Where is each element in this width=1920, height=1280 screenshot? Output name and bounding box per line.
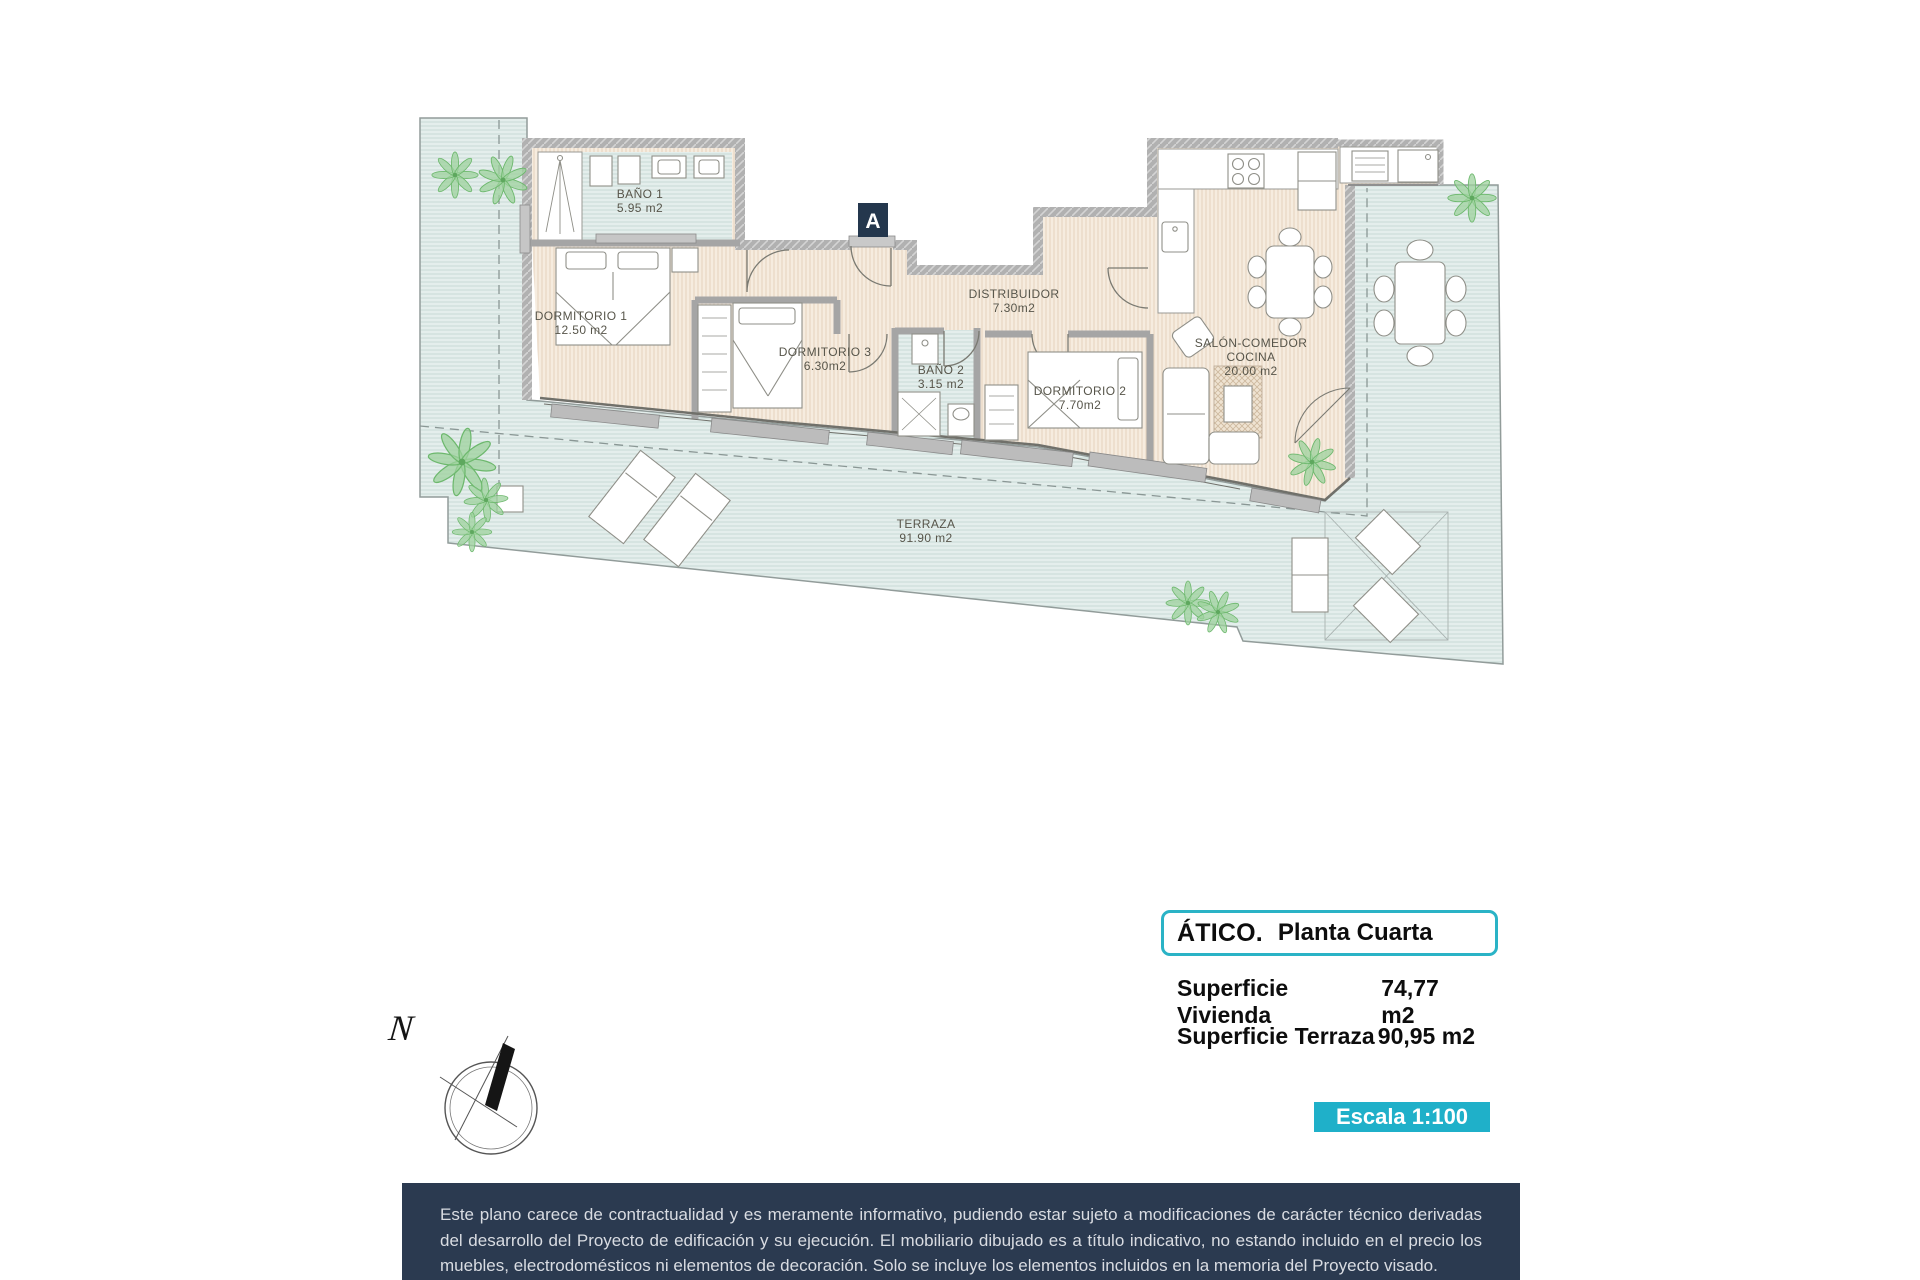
room-label-dormitorio-2: DORMITORIO 2 7.70m2 bbox=[1033, 384, 1127, 412]
room-label-terraza: TERRAZA 91.90 m2 bbox=[896, 517, 956, 545]
block-marker-label: A bbox=[865, 210, 881, 233]
surface-vivienda-label: Superficie Vivienda bbox=[1177, 975, 1289, 1028]
disclaimer-text: Este plano carece de contractualidad y es meramente informativo, pudiendo estar sujeto a modificaciones de carácter técnico derivadas del desarrollo del Proyecto de edificación y su ejecución. El mobiliario dibujado es a título indicativo, no estando incluido en el precio los muebles, electrodomésticos ni elementos de decoración. Solo se incluye los elementos incluidos en la memoria del Proyecto visado. bbox=[440, 1205, 1482, 1275]
room-label-distribuidor: DISTRIBUIDOR 7.30m2 bbox=[968, 287, 1060, 315]
room-label-bano-1: BAÑO 1 5.95 m2 bbox=[616, 187, 664, 215]
scale-label: Escala 1:100 bbox=[1335, 1104, 1469, 1129]
block-marker bbox=[858, 203, 888, 237]
room-label-bano-2: BAÑO 2 3.15 m2 bbox=[917, 363, 965, 391]
room-label-salon-comedor: SALÓN-COMEDOR COCINA 20.00 m2 bbox=[1194, 336, 1308, 378]
north-arrow-icon bbox=[386, 1008, 537, 1154]
scale-badge bbox=[1314, 1102, 1490, 1132]
surface-vivienda-value: 74,77 m2 bbox=[1381, 975, 1439, 1028]
room-label-dormitorio-1: DORMITORIO 1 12.50 m2 bbox=[534, 309, 628, 337]
plan-title-sub: Planta Cuarta bbox=[1277, 919, 1433, 946]
surface-terraza-value: 90,95 m2 bbox=[1377, 1023, 1475, 1049]
plan-title-box bbox=[1161, 910, 1498, 956]
north-label: N bbox=[386, 1008, 416, 1048]
plan-title-main: ÁTICO. bbox=[1177, 918, 1263, 947]
surface-vivienda-row bbox=[1163, 975, 1481, 1029]
surface-terraza-label: Superficie Terraza bbox=[1177, 1023, 1375, 1049]
disclaimer-footer bbox=[402, 1183, 1520, 1280]
room-label-dormitorio-3: DORMITORIO 3 6.30m2 bbox=[778, 345, 872, 373]
surface-terraza-row bbox=[1163, 1023, 1481, 1050]
